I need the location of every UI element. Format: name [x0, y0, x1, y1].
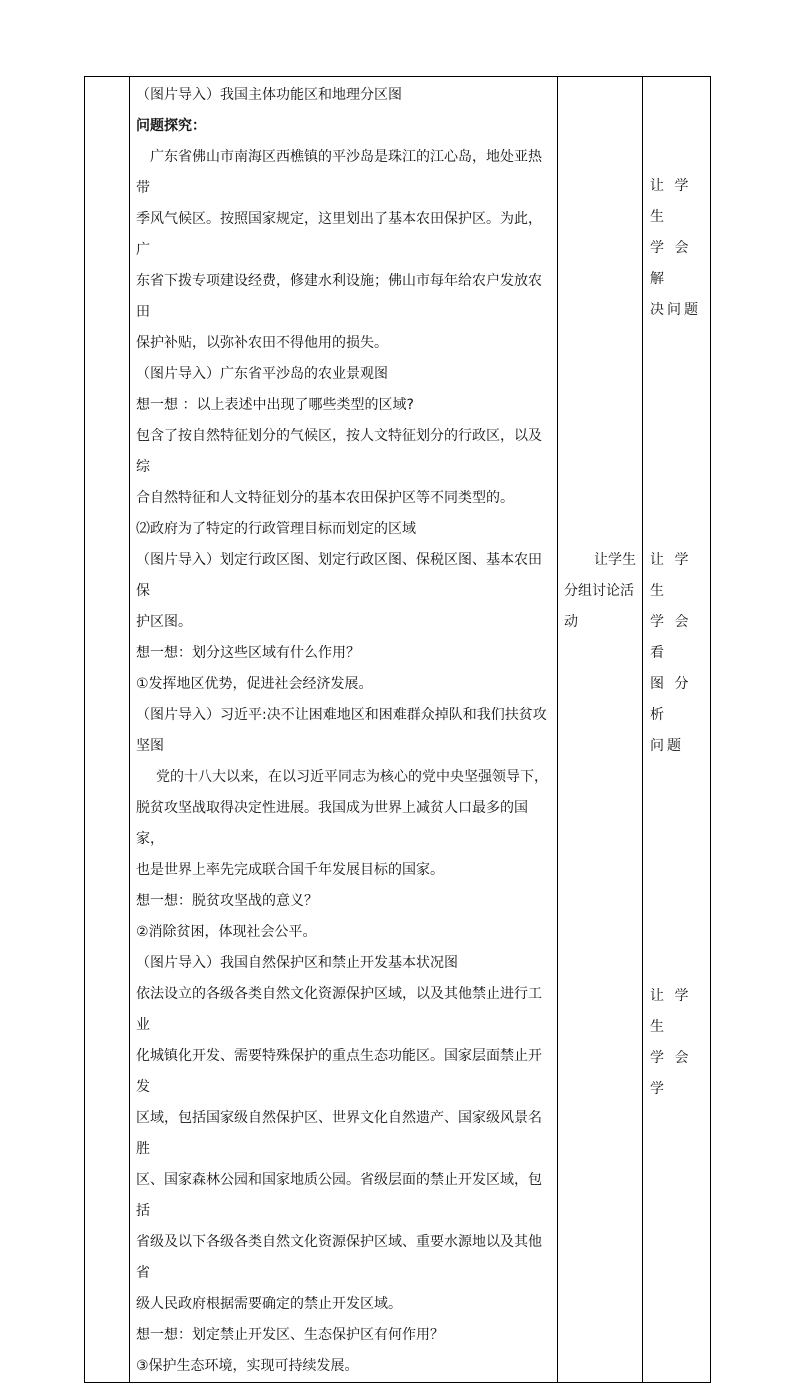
subsection-line: ⑵政府为了特定的行政管理目标而划定的区域	[136, 521, 416, 537]
question-line: 想一想：脱贫攻坚战的意义？	[136, 893, 318, 909]
question-line: 想一想：划分这些区域有什么作用？	[136, 645, 360, 661]
design-note-line: 学 会 看	[650, 614, 692, 661]
paragraph-line: 东省下拨专项建设经费，修建水利设施；佛山市每年给农户发放农田	[136, 273, 542, 320]
image-import-line: （图片导入）我国自然保护区和禁止开发基本状况图	[136, 955, 458, 971]
teacher-activity-line: 动	[564, 614, 578, 630]
design-note-line: 让 学 生	[650, 552, 692, 599]
design-note-line: 让 学 生	[650, 178, 692, 225]
design-note	[650, 171, 704, 326]
image-import-line: （图片导入）习近平:决不让困难地区和困难群众掉队和我们扶贫攻	[136, 707, 547, 723]
design-note-line: 学 会 解	[650, 240, 692, 287]
question-line: 想一想 ：以上表述中出现了哪些类型的区域?	[136, 397, 414, 413]
design-note-line: 决问题	[650, 302, 701, 318]
image-import-line: （图片导入）划定行政区图、划定行政区图、保税区图、基本农田保	[136, 552, 542, 599]
answer-line: ③保护生态环境，实现可持续发展。	[136, 1358, 359, 1374]
paragraph-line: 保护补贴，以弥补农田不得他用的损失。	[136, 335, 388, 351]
lesson-plan-table	[84, 76, 711, 1383]
answer-line: 包含了按自然特征划分的气候区，按人文特征划分的行政区，以及综	[136, 428, 542, 475]
answer-line: 合自然特征和人文特征划分的基本农田保护区等不同类型的。	[136, 490, 514, 506]
paragraph-line: 也是世界上率先完成联合国千年发展目标的国家。	[136, 862, 444, 878]
question-line: 想一想：划定禁止开发区、生态保护区有何作用？	[136, 1327, 444, 1343]
content-text	[130, 77, 557, 1382]
image-import-line: （图片导入）广东省平沙岛的农业景观图	[136, 366, 388, 382]
design-note-line: 学 会 学	[650, 1050, 692, 1097]
blank-cell	[85, 77, 130, 1383]
paragraph-line: 区域，包括国家级自然保护区、世界文化自然遗产、国家级风景名胜	[136, 1110, 542, 1157]
design-intent-cell	[643, 77, 711, 1383]
paragraph-line: 级人民政府根据需要确定的禁止开发区域。	[136, 1296, 402, 1312]
paragraph-line: 季风气候区。按照国家规定，这里划出了基本农田保护区。为此，广	[136, 211, 542, 258]
answer-line: ②消除贫困，体现社会公平。	[136, 924, 317, 940]
image-import-line: （图片导入）我国主体功能区和地理分区图	[136, 87, 402, 103]
table-row	[85, 77, 711, 1383]
image-import-line: 坚图	[136, 738, 164, 754]
design-note-line: 问题	[650, 738, 684, 754]
paragraph-line: 脱贫攻坚战取得决定性进展。我国成为世界上减贫人口最多的国家，	[136, 800, 528, 847]
image-import-line: 护区图。	[136, 614, 192, 630]
content-cell	[130, 77, 558, 1383]
paragraph-line: 化城镇化开发、需要特殊保护的重点生态功能区。国家层面禁止开发	[136, 1048, 542, 1095]
answer-line: ①发挥地区优势，促进社会经济发展。	[136, 676, 373, 692]
paragraph-line: 党的十八大以来，在以习近平同志为核心的党中央坚强领导下，	[156, 769, 548, 785]
teacher-activity-text	[564, 545, 638, 638]
paragraph-line: 区、国家森林公园和国家地质公园。省级层面的禁止开发区域，包括	[136, 1172, 542, 1219]
paragraph-line: 省级及以下各级各类自然文化资源保护区域、重要水源地以及其他省	[136, 1234, 542, 1281]
teacher-activity-line: 让学生	[594, 552, 636, 568]
paragraph-line: 依法设立的各级各类自然文化资源保护区域，以及其他禁止进行工业	[136, 986, 542, 1033]
section-heading: 问题探究：	[136, 118, 206, 134]
design-note	[650, 981, 704, 1105]
design-note-line: 图 分 析	[650, 676, 692, 723]
design-note	[650, 545, 704, 762]
teacher-activity-cell	[558, 77, 643, 1383]
paragraph-line: 广东省佛山市南海区西樵镇的平沙岛是珠江的江心岛，地处亚热带	[136, 149, 542, 196]
design-note-line: 让 学 生	[650, 988, 692, 1035]
teacher-activity-line: 分组讨论活	[564, 583, 634, 599]
